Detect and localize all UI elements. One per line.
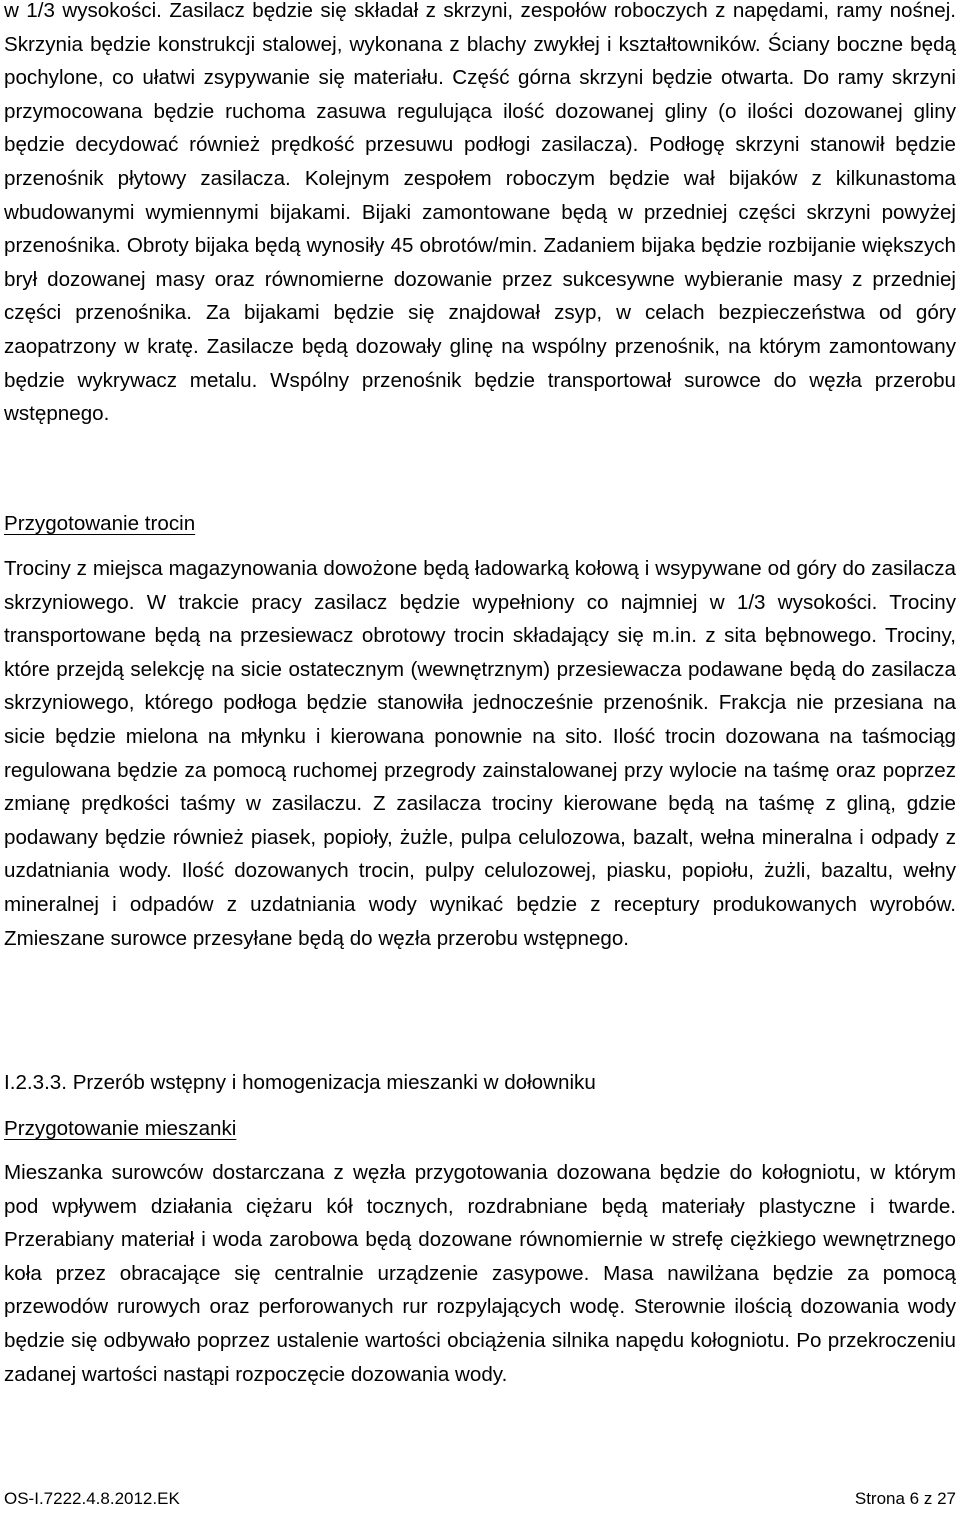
paragraph-zasilacz-gliny: w 1/3 wysokości. Zasilacz będzie się składał z skrzyni, zespołów roboczych z napędami, ramy nośnej. Skrzynia będzie konstrukcji stalowej, wykonana z blachy zwykłej i kształtowników. Ściany boczne będą pochylone, co ułatwi zsypywanie się materiału. Część górna skrzyni będzie otwarta. Do ramy skrzyni przymocowana będzie ruchoma zasuwa regulująca ilość dozowanej gliny (o ilości dozowanej gliny będzie decydować również prędkość przesuwu podłogi zasilacza). Podłogę skrzyni stanowił będzie przenośnik płytowy zasilacza. Kolejnym zespołem roboczym będzie wał bijaków z kilkunastoma wbudowanymi wymiennymi bijakami. Bijaki zamontowane będą w przedniej części skrzyni powyżej przenośnika. Obroty bijaka będą wynosiły 45 obrotów/min. Zadaniem bijaka będzie rozbijanie większych brył dozowanej masy oraz równomierne dozowanie przez sukcesywne wybieranie masy z przedniej części przenośnika. Za bijakami będzie się znajdował zsyp, w celach bezpieczeństwa od góry zaopatrzony w kratę. Zasilacze będą dozowały glinę na wspólny przenośnik, na którym zamontowany będzie wykrywacz metalu. Wspólny przenośnik będzie transportował surowce do węzła przerobu wstępnego. [4, 0, 956, 426]
section-heading-przerob-wstepny [4, 1066, 596, 1100]
paragraph-przygotowanie-mieszanki: Mieszanka surowców dostarczana z węzła przygotowania dozowana będzie do kołogniotu, w którym pod wpływem działania ciężaru kół tocznych, rozdrabniane będą materiały plastyczne i twarde. Przerabiany materiał i woda zarobowa będą dozowane równomiernie w strefę ciężkiego wewnętrznego koła przez obracające się centralnie urządzenie zasypowe. Masa nawilżana będzie za pomocą przewodów rurowych oraz perforowanych rur rozpylających wodę. Sterownie ilością dozowania wody będzie się odbywało poprzez ustalenie wartości obciążenia silnika napędu kołogniotu. Po przekroczeniu zadanej wartości nastąpi rozpoczęcie dozowania wody. [4, 1161, 956, 1386]
document-id: OS-I.7222.4.8.2012.EK [4, 1489, 180, 1508]
paragraph-przygotowanie-trocin: Trociny z miejsca magazynowania dowożone będą ładowarką kołową i wsypywane od góry do zasilacza skrzyniowego. W trakcie pracy zasilacz będzie wypełniony co najmniej w 1/3 wysokości. Trociny transportowane będą na przesiewacz obrotowy trocin składający się m.in. z sita bębnowego. Trociny, które przejdą selekcję na sicie ostatecznym (wewnętrznym) przesiewacza podawane będą do zasilacza skrzyniowego, którego podłoga będzie stanowiła jednocześnie przenośnik. Frakcja nie przesiana na sicie będzie mielona na młynku i kierowana ponownie na sito. Ilość trocin dozowana na taśmociąg regulowana będzie za pomocą ruchomej przegrody zainstalowanej przy wylocie na taśmę oraz poprzez zmianę prędkości taśmy w zasilaczu. Z zasilacza trociny kierowane będą na taśmę z gliną, gdzie podawany będzie również piasek, popioły, żużle, pulpa celulozowa, bazalt, wełna mineralna i odpady z uzdatniania wody. Ilość dozowanych trocin, pulpy celulozowej, piasku, popiołu, żużli, bazaltu, wełny mineralnej i odpadów z uzdatniania wody wynikać będzie z receptury produkowanych wyrobów. Zmieszane surowce przesyłane będą do węzła przerobu wstępnego. [4, 557, 956, 950]
section-heading-przygotowanie-trocin: Przygotowanie trocin [4, 512, 196, 535]
section-number: I.2.3.3. [4, 1071, 67, 1094]
page-number: Strona 6 z 27 [854, 1489, 956, 1508]
section-heading-przygotowanie-mieszanki: Przygotowanie mieszanki [4, 1117, 237, 1140]
page-footer [4, 1488, 956, 1510]
section-title: Przerób wstępny i homogenizacja mieszanki w dołowniku [66, 1071, 596, 1094]
